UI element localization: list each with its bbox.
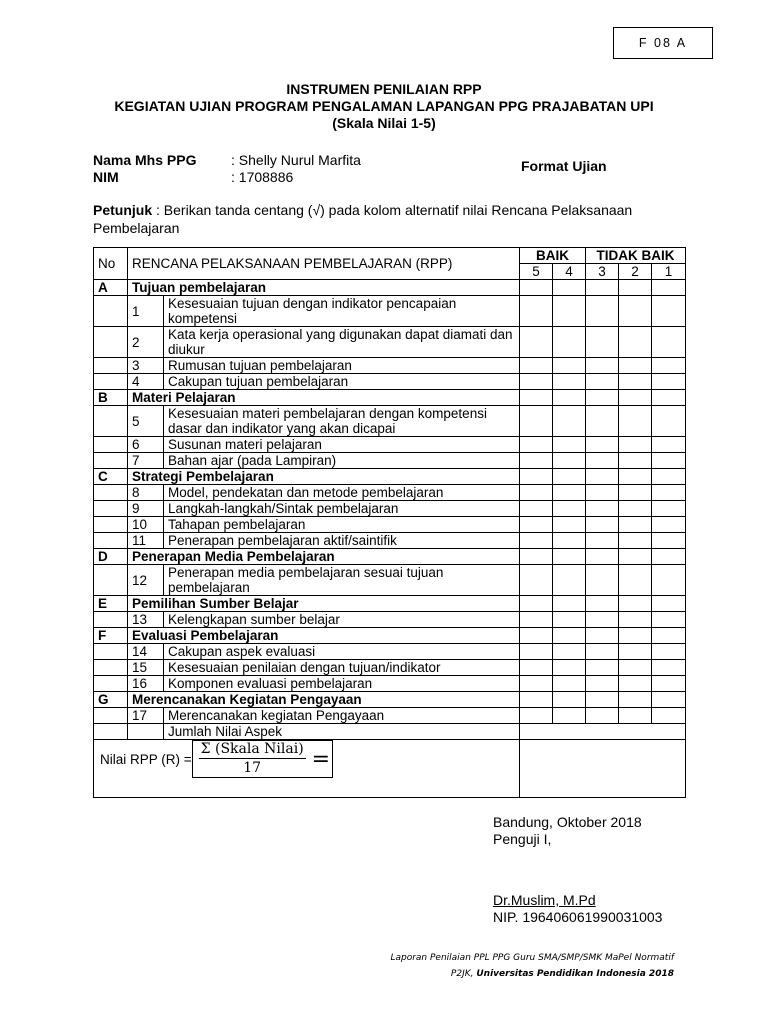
score-cell[interactable] bbox=[586, 327, 619, 358]
score-cell[interactable] bbox=[652, 453, 686, 469]
total-value-cell[interactable] bbox=[520, 724, 686, 740]
examiner-nip: NIP. 196406061990031003 bbox=[493, 909, 663, 925]
item-spacer bbox=[94, 676, 128, 692]
document-title bbox=[0, 81, 768, 132]
score-1: 1 bbox=[652, 264, 686, 280]
score-2: 2 bbox=[619, 264, 652, 280]
item-spacer bbox=[94, 374, 128, 390]
item-text: Kesesuaian tujuan dengan indikator pencapaian kompetensi bbox=[164, 296, 520, 327]
score-cell[interactable] bbox=[553, 485, 586, 501]
item-number: 3 bbox=[128, 358, 164, 374]
score-cell[interactable] bbox=[619, 485, 652, 501]
header-no: No bbox=[94, 248, 128, 280]
item-row bbox=[94, 296, 686, 327]
item-number: 15 bbox=[128, 660, 164, 676]
score-cell[interactable] bbox=[520, 501, 553, 517]
score-cell[interactable] bbox=[619, 453, 652, 469]
item-number: 9 bbox=[128, 501, 164, 517]
score-cell[interactable] bbox=[652, 549, 686, 565]
score-cell[interactable] bbox=[619, 596, 652, 612]
instruction-label: Petunjuk bbox=[93, 202, 153, 218]
section-letter: A bbox=[94, 280, 128, 296]
section-letter: F bbox=[94, 628, 128, 644]
score-cell[interactable] bbox=[586, 533, 619, 549]
item-number: 14 bbox=[128, 644, 164, 660]
item-row bbox=[94, 437, 686, 453]
total-spacer bbox=[128, 724, 164, 740]
item-number: 13 bbox=[128, 612, 164, 628]
score-cell[interactable] bbox=[619, 549, 652, 565]
item-text: Kesesuaian materi pembelajaran dengan kompetensi dasar dan indikator yang akan dicapai bbox=[164, 406, 520, 437]
item-row bbox=[94, 533, 686, 549]
item-number: 17 bbox=[128, 708, 164, 724]
section-row bbox=[94, 692, 686, 708]
score-5: 5 bbox=[520, 264, 553, 280]
score-cell[interactable] bbox=[553, 660, 586, 676]
item-row bbox=[94, 644, 686, 660]
score-cell[interactable] bbox=[586, 390, 619, 406]
footer-line-2-prefix: P2JK, bbox=[450, 969, 477, 979]
score-cell[interactable] bbox=[553, 644, 586, 660]
score-cell[interactable] bbox=[586, 692, 619, 708]
score-cell[interactable] bbox=[520, 485, 553, 501]
item-text: Langkah-langkah/Sintak pembelajaran bbox=[164, 501, 520, 517]
score-cell[interactable] bbox=[520, 660, 553, 676]
score-cell[interactable] bbox=[553, 692, 586, 708]
item-row bbox=[94, 565, 686, 596]
score-cell[interactable] bbox=[652, 485, 686, 501]
section-row bbox=[94, 628, 686, 644]
item-text: Model, pendekatan dan metode pembelajaran bbox=[164, 485, 520, 501]
score-cell[interactable] bbox=[619, 358, 652, 374]
item-row bbox=[94, 612, 686, 628]
score-cell[interactable] bbox=[520, 644, 553, 660]
score-cell[interactable] bbox=[520, 469, 553, 485]
item-number: 12 bbox=[128, 565, 164, 596]
form-code-box: F 08 A bbox=[613, 27, 713, 59]
score-cell[interactable] bbox=[619, 501, 652, 517]
score-cell[interactable] bbox=[619, 676, 652, 692]
examiner-name: Dr.Muslim, M.Pd bbox=[493, 892, 596, 908]
score-cell[interactable] bbox=[619, 692, 652, 708]
score-cell[interactable] bbox=[520, 327, 553, 358]
score-cell[interactable] bbox=[553, 406, 586, 437]
score-cell[interactable] bbox=[520, 390, 553, 406]
score-cell[interactable] bbox=[520, 406, 553, 437]
section-row bbox=[94, 596, 686, 612]
score-cell[interactable] bbox=[586, 469, 619, 485]
student-identity bbox=[93, 152, 361, 186]
score-cell[interactable] bbox=[520, 676, 553, 692]
item-spacer bbox=[94, 437, 128, 453]
item-number: 6 bbox=[128, 437, 164, 453]
item-text: Susunan materi pelajaran bbox=[164, 437, 520, 453]
score-3: 3 bbox=[586, 264, 619, 280]
section-row bbox=[94, 549, 686, 565]
score-cell[interactable] bbox=[520, 565, 553, 596]
score-cell[interactable] bbox=[586, 596, 619, 612]
item-spacer bbox=[94, 533, 128, 549]
footer-line-2-bold: Universitas Pendidikan Indonesia 2018 bbox=[476, 969, 674, 979]
item-spacer bbox=[94, 644, 128, 660]
score-cell[interactable] bbox=[652, 676, 686, 692]
item-text: Cakupan aspek evaluasi bbox=[164, 644, 520, 660]
score-cell[interactable] bbox=[520, 708, 553, 724]
score-cell[interactable] bbox=[652, 612, 686, 628]
score-cell[interactable] bbox=[553, 296, 586, 327]
item-spacer bbox=[94, 327, 128, 358]
item-row bbox=[94, 453, 686, 469]
item-spacer bbox=[94, 517, 128, 533]
title-line-2: KEGIATAN UJIAN PROGRAM PENGALAMAN LAPANGAN PPG PRAJABATAN UPI bbox=[114, 98, 654, 114]
item-row bbox=[94, 374, 686, 390]
item-spacer bbox=[94, 708, 128, 724]
score-cell[interactable] bbox=[520, 453, 553, 469]
score-cell[interactable] bbox=[652, 406, 686, 437]
score-cell[interactable] bbox=[586, 485, 619, 501]
item-number: 4 bbox=[128, 374, 164, 390]
score-cell[interactable] bbox=[520, 533, 553, 549]
score-cell[interactable] bbox=[586, 565, 619, 596]
score-cell[interactable] bbox=[520, 296, 553, 327]
score-cell[interactable] bbox=[520, 596, 553, 612]
score-cell[interactable] bbox=[586, 612, 619, 628]
section-title: Strategi Pembelajaran bbox=[128, 469, 520, 485]
item-number: 2 bbox=[128, 327, 164, 358]
item-spacer bbox=[94, 660, 128, 676]
score-cell[interactable] bbox=[553, 453, 586, 469]
score-cell[interactable] bbox=[619, 628, 652, 644]
item-row bbox=[94, 708, 686, 724]
score-cell[interactable] bbox=[619, 406, 652, 437]
score-cell[interactable] bbox=[586, 660, 619, 676]
name-label: Nama Mhs PPG bbox=[93, 152, 197, 168]
score-cell[interactable] bbox=[586, 501, 619, 517]
item-spacer bbox=[94, 612, 128, 628]
score-cell[interactable] bbox=[619, 296, 652, 327]
nilai-row bbox=[94, 740, 686, 798]
total-row bbox=[94, 724, 686, 740]
score-cell[interactable] bbox=[586, 296, 619, 327]
score-cell[interactable] bbox=[553, 469, 586, 485]
item-spacer bbox=[94, 565, 128, 596]
score-cell[interactable] bbox=[553, 327, 586, 358]
score-cell[interactable] bbox=[553, 565, 586, 596]
score-cell[interactable] bbox=[619, 327, 652, 358]
item-text: Kata kerja operasional yang digunakan dapat diamati dan diukur bbox=[164, 327, 520, 358]
score-cell[interactable] bbox=[520, 628, 553, 644]
examiner-role: Penguji I, bbox=[493, 831, 552, 847]
score-cell[interactable] bbox=[652, 390, 686, 406]
format-label: Format Ujian bbox=[521, 158, 607, 174]
formula-fraction bbox=[199, 742, 306, 776]
score-cell[interactable] bbox=[553, 628, 586, 644]
section-title: Materi Pelajaran bbox=[128, 390, 520, 406]
nim-label: NIM bbox=[93, 169, 119, 185]
score-cell[interactable] bbox=[619, 533, 652, 549]
score-cell[interactable] bbox=[586, 437, 619, 453]
item-number: 5 bbox=[128, 406, 164, 437]
score-cell[interactable] bbox=[652, 692, 686, 708]
footer-line-1: Laporan Penilaian PPL PPG Guru SMA/SMP/SMK MaPel Normatif bbox=[390, 953, 674, 963]
score-cell[interactable] bbox=[586, 358, 619, 374]
section-letter: G bbox=[94, 692, 128, 708]
instruction-text: : Berikan tanda centang (√) pada kolom alternatif nilai Rencana Pelaksanaan Pembelajaran bbox=[93, 202, 633, 236]
score-cell[interactable] bbox=[520, 517, 553, 533]
score-cell[interactable] bbox=[553, 596, 586, 612]
assessment-table bbox=[93, 247, 686, 798]
score-cell[interactable] bbox=[652, 565, 686, 596]
nilai-formula-cell bbox=[94, 740, 520, 798]
score-cell[interactable] bbox=[586, 549, 619, 565]
score-cell[interactable] bbox=[520, 692, 553, 708]
score-cell[interactable] bbox=[652, 660, 686, 676]
score-cell[interactable] bbox=[652, 358, 686, 374]
formula-denominator: 17 bbox=[243, 760, 262, 776]
nilai-formula bbox=[98, 740, 515, 778]
item-number: 7 bbox=[128, 453, 164, 469]
item-text: Kelengkapan sumber belajar bbox=[164, 612, 520, 628]
item-text: Penerapan media pembelajaran sesuai tujuan pembelajaran bbox=[164, 565, 520, 596]
score-cell[interactable] bbox=[520, 437, 553, 453]
item-text: Tahapan pembelajaran bbox=[164, 517, 520, 533]
section-letter: B bbox=[94, 390, 128, 406]
score-cell[interactable] bbox=[619, 565, 652, 596]
score-cell[interactable] bbox=[652, 374, 686, 390]
score-cell[interactable] bbox=[652, 628, 686, 644]
score-cell[interactable] bbox=[586, 708, 619, 724]
score-cell[interactable] bbox=[619, 469, 652, 485]
formula-equals: = bbox=[311, 746, 331, 772]
score-cell[interactable] bbox=[619, 374, 652, 390]
score-cell[interactable] bbox=[586, 374, 619, 390]
score-4: 4 bbox=[553, 264, 586, 280]
header-tidak-baik: TIDAK BAIK bbox=[586, 248, 686, 264]
item-number: 16 bbox=[128, 676, 164, 692]
score-cell[interactable] bbox=[652, 296, 686, 327]
score-cell[interactable] bbox=[652, 644, 686, 660]
score-cell[interactable] bbox=[586, 453, 619, 469]
score-cell[interactable] bbox=[553, 549, 586, 565]
score-cell[interactable] bbox=[553, 612, 586, 628]
score-cell[interactable] bbox=[553, 676, 586, 692]
item-text: Bahan ajar (pada Lampiran) bbox=[164, 453, 520, 469]
section-letter: C bbox=[94, 469, 128, 485]
score-cell[interactable] bbox=[586, 644, 619, 660]
score-cell[interactable] bbox=[619, 280, 652, 296]
section-letter: E bbox=[94, 596, 128, 612]
item-row bbox=[94, 517, 686, 533]
item-text: Kesesuaian penilaian dengan tujuan/indikator bbox=[164, 660, 520, 676]
item-spacer bbox=[94, 296, 128, 327]
score-cell[interactable] bbox=[619, 437, 652, 453]
signature-block bbox=[493, 814, 662, 926]
section-row bbox=[94, 390, 686, 406]
item-text: Penerapan pembelajaran aktif/saintifik bbox=[164, 533, 520, 549]
score-cell[interactable] bbox=[619, 612, 652, 628]
item-text: Rumusan tujuan pembelajaran bbox=[164, 358, 520, 374]
item-row bbox=[94, 660, 686, 676]
score-cell[interactable] bbox=[652, 327, 686, 358]
item-row bbox=[94, 358, 686, 374]
score-cell[interactable] bbox=[520, 549, 553, 565]
score-cell[interactable] bbox=[553, 358, 586, 374]
score-cell[interactable] bbox=[619, 644, 652, 660]
nim-value: : 1708886 bbox=[231, 169, 294, 185]
score-cell[interactable] bbox=[520, 280, 553, 296]
score-cell[interactable] bbox=[619, 708, 652, 724]
score-cell[interactable] bbox=[520, 612, 553, 628]
section-title: Merencanakan Kegiatan Pengayaan bbox=[128, 692, 520, 708]
score-cell[interactable] bbox=[652, 533, 686, 549]
total-label: Jumlah Nilai Aspek bbox=[164, 724, 520, 740]
item-spacer bbox=[94, 453, 128, 469]
score-cell[interactable] bbox=[652, 469, 686, 485]
score-cell[interactable] bbox=[520, 358, 553, 374]
score-cell[interactable] bbox=[553, 533, 586, 549]
section-title: Tujuan pembelajaran bbox=[128, 280, 520, 296]
header-baik: BAIK bbox=[520, 248, 586, 264]
formula-frame bbox=[192, 740, 333, 778]
score-cell[interactable] bbox=[553, 517, 586, 533]
item-row bbox=[94, 406, 686, 437]
item-row bbox=[94, 327, 686, 358]
score-cell[interactable] bbox=[619, 390, 652, 406]
item-spacer bbox=[94, 485, 128, 501]
score-cell[interactable] bbox=[553, 374, 586, 390]
item-row bbox=[94, 485, 686, 501]
name-value: : Shelly Nurul Marfita bbox=[231, 152, 361, 168]
score-cell[interactable] bbox=[619, 660, 652, 676]
item-text: Cakupan tujuan pembelajaran bbox=[164, 374, 520, 390]
item-spacer bbox=[94, 358, 128, 374]
score-cell[interactable] bbox=[586, 676, 619, 692]
score-cell[interactable] bbox=[619, 517, 652, 533]
item-row bbox=[94, 501, 686, 517]
score-cell[interactable] bbox=[520, 374, 553, 390]
item-number: 8 bbox=[128, 485, 164, 501]
total-spacer bbox=[94, 724, 128, 740]
score-cell[interactable] bbox=[553, 437, 586, 453]
title-line-1: INSTRUMEN PENILAIAN RPP bbox=[286, 81, 482, 97]
section-title: Pemilihan Sumber Belajar bbox=[128, 596, 520, 612]
score-cell[interactable] bbox=[652, 596, 686, 612]
score-cell[interactable] bbox=[652, 708, 686, 724]
item-text: Komponen evaluasi pembelajaran bbox=[164, 676, 520, 692]
score-cell[interactable] bbox=[586, 517, 619, 533]
header-rpp: RENCANA PELAKSANAAN PEMBELAJARAN (RPP) bbox=[128, 248, 520, 280]
item-row bbox=[94, 676, 686, 692]
score-cell[interactable] bbox=[586, 406, 619, 437]
item-number: 10 bbox=[128, 517, 164, 533]
score-cell[interactable] bbox=[553, 280, 586, 296]
score-cell[interactable] bbox=[652, 437, 686, 453]
score-cell[interactable] bbox=[553, 708, 586, 724]
score-cell[interactable] bbox=[586, 628, 619, 644]
score-cell[interactable] bbox=[652, 280, 686, 296]
section-row bbox=[94, 280, 686, 296]
place-date: Bandung, Oktober 2018 bbox=[493, 814, 642, 830]
page-footer bbox=[390, 950, 674, 982]
section-row bbox=[94, 469, 686, 485]
item-number: 1 bbox=[128, 296, 164, 327]
item-number: 11 bbox=[128, 533, 164, 549]
item-spacer bbox=[94, 406, 128, 437]
title-line-3: (Skala Nilai 1-5) bbox=[332, 115, 436, 131]
section-letter: D bbox=[94, 549, 128, 565]
section-title: Penerapan Media Pembelajaran bbox=[128, 549, 520, 565]
nilai-label: Nilai RPP (R) = bbox=[100, 751, 192, 767]
instruction bbox=[93, 201, 673, 237]
formula-numerator: Σ (Skala Nilai) bbox=[200, 741, 304, 757]
nilai-value-cell[interactable] bbox=[520, 740, 686, 798]
section-title: Evaluasi Pembelajaran bbox=[128, 628, 520, 644]
score-cell[interactable] bbox=[553, 390, 586, 406]
item-text: Merencanakan kegiatan Pengayaan bbox=[164, 708, 520, 724]
score-cell[interactable] bbox=[586, 280, 619, 296]
score-cell[interactable] bbox=[553, 501, 586, 517]
score-cell[interactable] bbox=[652, 501, 686, 517]
item-spacer bbox=[94, 501, 128, 517]
score-cell[interactable] bbox=[652, 517, 686, 533]
